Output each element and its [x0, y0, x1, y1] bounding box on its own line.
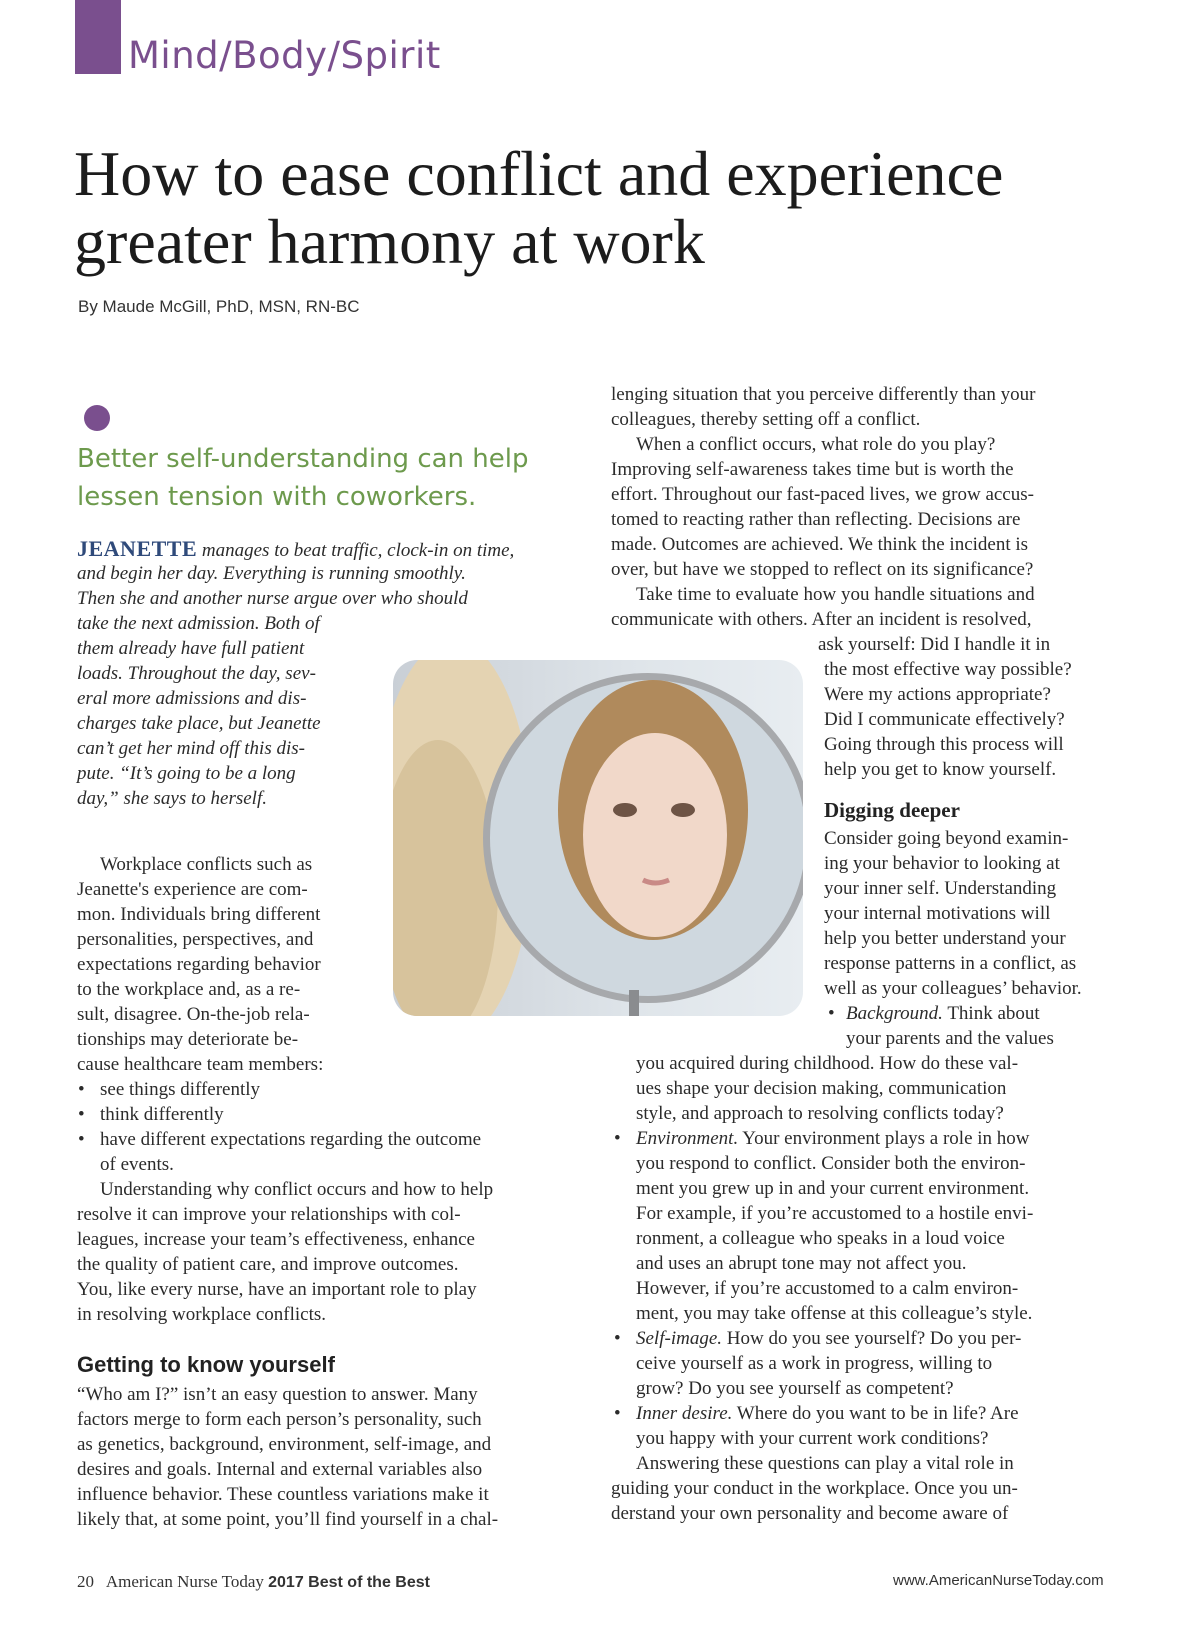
article-photo [393, 660, 803, 1016]
body-line: Did I communicate effectively? [824, 709, 1065, 730]
list-item-cont: ceive yourself as a work in progress, willing to [636, 1353, 993, 1374]
subhead-getting-to-know-yourself: Getting to know yourself [77, 1352, 335, 1377]
body-line: pute. “It’s going to be a long [77, 763, 296, 784]
lede-name: JEANETTE [77, 536, 198, 561]
body-line: and begin her day. Everything is running smoothly. [77, 563, 466, 584]
list-item-cont: For example, if you’re accustomed to a hostile envi- [636, 1203, 1034, 1224]
body-line: over, but have we stopped to reflect on its significance? [611, 559, 1034, 580]
list-item-environment: Environment. Your environment plays a role in how [636, 1128, 1030, 1149]
body-line: tionships may deteriorate be- [77, 1029, 299, 1050]
body-line: leagues, increase your team’s effectiveness, enhance [77, 1229, 475, 1250]
bullet-marker: • [78, 1079, 85, 1100]
byline: By Maude McGill, PhD, MSN, RN-BC [78, 297, 360, 316]
body-line: factors merge to form each person’s personality, such [77, 1409, 482, 1430]
subhead-digging-deeper: Digging deeper [824, 798, 960, 822]
title-line-2: greater harmony at work [74, 206, 705, 277]
bullet-marker: • [828, 1003, 835, 1024]
bullet-marker: • [78, 1104, 85, 1125]
list-item-cont: you acquired during childhood. How do these val- [636, 1053, 1019, 1074]
body-line: Jeanette's experience are com- [77, 879, 308, 900]
body-line: “Who am I?” isn’t an easy question to answer. Many [77, 1384, 478, 1405]
list-item-cont: ronment, a colleague who speaks in a loud voice [636, 1228, 1005, 1249]
lede-line: JEANETTE manages to beat traffic, clock-in on time, [77, 536, 515, 561]
article-deck: Better self-understanding can help lessen tension with coworkers. [77, 444, 529, 512]
body-line: Workplace conflicts such as [100, 854, 313, 875]
body-line: ask yourself: Did I handle it in [818, 634, 1051, 655]
body-line: effort. Throughout our fast-paced lives, we grow accus- [611, 484, 1034, 505]
body-line: You, like every nurse, have an important role to play [77, 1279, 477, 1300]
bullet-marker: • [614, 1328, 621, 1349]
body-line: cause healthcare team members: [77, 1054, 324, 1075]
list-item-cont: ment you grew up in and your current environment. [636, 1178, 1030, 1199]
list-item: think differently [100, 1104, 224, 1125]
list-item-cont: grow? Do you see yourself as competent? [636, 1378, 954, 1399]
decorative-dot [84, 405, 110, 431]
list-item: see things differently [100, 1079, 261, 1100]
body-line: Going through this process will [824, 734, 1064, 755]
body-line: well as your colleagues’ behavior. [824, 978, 1082, 999]
body-line: lenging situation that you perceive differently than your [611, 384, 1036, 405]
body-line: sult, disagree. On-the-job rela- [77, 1004, 310, 1025]
list-item: have different expectations regarding the outcome [100, 1129, 482, 1150]
bullet-marker: • [614, 1403, 621, 1424]
list-item-inner-desire: Inner desire. Where do you want to be in life? Are [636, 1403, 1019, 1424]
body-line: Understanding why conflict occurs and how to help [100, 1179, 494, 1200]
body-line: Were my actions appropriate? [824, 684, 1051, 705]
bullet-marker: • [78, 1129, 85, 1150]
body-line: can’t get her mind off this dis- [77, 738, 305, 759]
body-line: derstand your own personality and become aware of [611, 1503, 1009, 1524]
body-line: Then she and another nurse argue over who should [77, 588, 468, 609]
body-line: help you get to know yourself. [824, 759, 1057, 780]
body-line: expectations regarding behavior [77, 954, 321, 975]
body-line: them already have full patient [77, 638, 305, 659]
list-item-cont: you respond to conflict. Consider both the environ- [636, 1153, 1026, 1174]
body-line: personalities, perspectives, and [77, 929, 314, 950]
issue-name: 2017 Best of the Best [268, 1574, 430, 1591]
body-line: ing your behavior to looking at [824, 853, 1060, 874]
list-item-background: Background. Think about [846, 1003, 1040, 1024]
section-label: Mind/Body/Spirit [128, 34, 441, 77]
body-line: in resolving workplace conflicts. [77, 1304, 327, 1325]
body-line: desires and goals. Internal and external variables also [77, 1459, 483, 1480]
body-line: the most effective way possible? [824, 659, 1072, 680]
body-line: take the next admission. Both of [77, 613, 320, 634]
list-item-self-image: Self-image. How do you see yourself? Do you per- [636, 1328, 1022, 1349]
body-line: likely that, at some point, you’ll find yourself in a chal- [77, 1509, 499, 1530]
body-line: your inner self. Understanding [824, 878, 1057, 899]
body-line: Take time to evaluate how you handle situations and [636, 584, 1035, 605]
body-line: communicate with others. After an incident is resolved, [611, 609, 1032, 630]
body-line: resolve it can improve your relationships with col- [77, 1204, 461, 1225]
body-line: loads. Throughout the day, sev- [77, 663, 316, 684]
body-line: mon. Individuals bring different [77, 904, 321, 925]
body-line: eral more admissions and dis- [77, 688, 307, 709]
magazine-name: American Nurse Today [105, 1572, 264, 1591]
body-line: charges take place, but Jeanette [77, 713, 321, 734]
page-footer [77, 1572, 430, 1592]
list-item-cont: and uses an abrupt tone may not affect you. [636, 1253, 967, 1274]
body-line: help you better understand your [824, 928, 1066, 949]
body-line: guiding your conduct in the workplace. Once you un- [611, 1478, 1018, 1499]
body-line: Consider going beyond examin- [824, 828, 1069, 849]
list-item-cont: ues shape your decision making, communication [636, 1078, 1007, 1099]
page-number: 20 [77, 1572, 94, 1591]
list-item-cont: of events. [100, 1154, 174, 1175]
body-line: response patterns in a conflict, as [824, 953, 1077, 974]
body-line: colleagues, thereby setting off a conflict. [611, 409, 921, 430]
section-color-bar [75, 0, 121, 74]
list-item-cont: you happy with your current work conditions? [636, 1428, 989, 1449]
website-link[interactable]: www.AmericanNurseToday.com [893, 1572, 1104, 1589]
body-line: Answering these questions can play a vital role in [636, 1453, 1014, 1474]
bullet-marker: • [614, 1128, 621, 1149]
list-item-cont: style, and approach to resolving conflicts today? [636, 1103, 1004, 1124]
body-line: tomed to reacting rather than reflecting. Decisions are [611, 509, 1021, 530]
body-line: Improving self-awareness takes time but is worth the [611, 459, 1014, 480]
article-title [74, 140, 1154, 276]
mirror-illustration [393, 660, 803, 1016]
list-item-cont: ment, you may take offense at this colleague’s style. [636, 1303, 1033, 1324]
list-item-cont: However, if you’re accustomed to a calm environ- [636, 1278, 1019, 1299]
body-line: your internal motivations will [824, 903, 1051, 924]
body-line: day,” she says to herself. [77, 788, 267, 809]
body-line: the quality of patient care, and improve outcomes. [77, 1254, 459, 1275]
body-line: When a conflict occurs, what role do you play? [636, 434, 996, 455]
list-item-cont: your parents and the values [846, 1028, 1054, 1049]
body-line: influence behavior. These countless variations make it [77, 1484, 489, 1505]
body-line: made. Outcomes are achieved. We think the incident is [611, 534, 1029, 555]
title-line-1: How to ease conflict and experience [74, 138, 1004, 209]
body-line: as genetics, background, environment, self-image, and [77, 1434, 492, 1455]
body-line: to the workplace and, as a re- [77, 979, 301, 1000]
